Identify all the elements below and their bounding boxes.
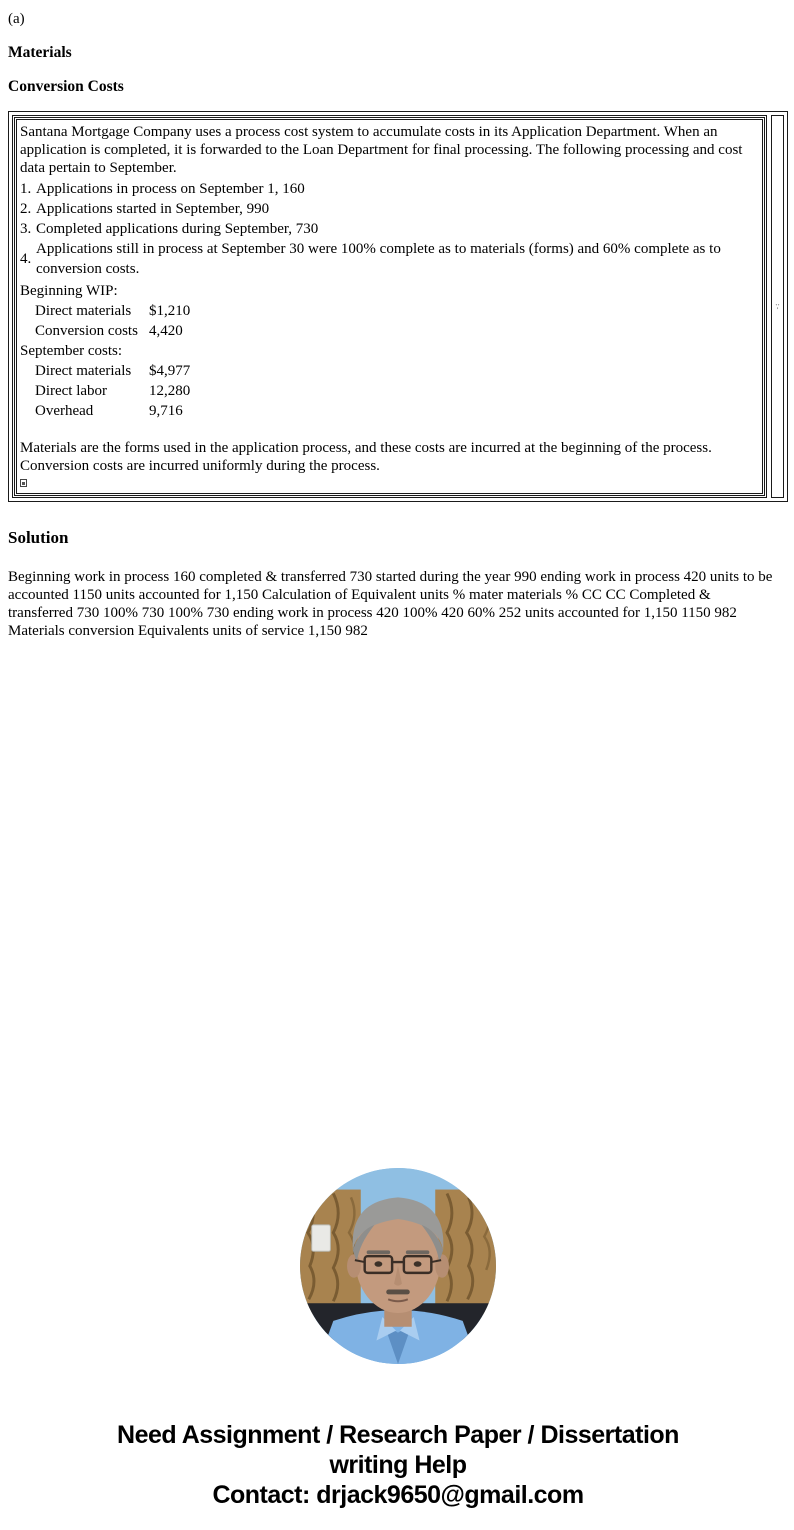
list-item-number: 3.: [20, 221, 32, 237]
row-label: Direct materials: [35, 363, 132, 379]
row-label: Conversion costs: [35, 323, 138, 339]
cost-table: [20, 281, 757, 421]
list-item: [20, 239, 757, 279]
contact-banner: [8, 1420, 788, 1510]
list-item: [20, 219, 757, 239]
placeholder-dot: [22, 482, 25, 485]
table-row: [20, 381, 757, 401]
banner-line-3: Contact: drjack9650@gmail.com: [212, 1481, 584, 1509]
portrait-photo-icon: [300, 1168, 496, 1364]
materials-note: Materials are the forms used in the application process, and these costs are incurred at the beginning of the process. Conversion costs are incurred uniformly during the process.: [20, 440, 712, 474]
solution-heading: Solution: [8, 528, 69, 547]
list-item: [20, 199, 757, 219]
list-item-text: Applications still in process at September 30 were 100% complete as to materials (forms) and 60% complete as to conversion costs.: [36, 241, 721, 277]
list-item-text: Completed applications during September, 730: [36, 221, 319, 237]
list-item: [20, 179, 757, 199]
banner-line-2: writing Help: [329, 1451, 467, 1479]
table-row: [20, 321, 757, 341]
problem-frame: [8, 111, 788, 502]
list-item-text: Applications started in September, 990: [36, 201, 270, 217]
list-item-number: 4.: [20, 251, 32, 267]
part-label: (a): [8, 11, 25, 27]
heading-conversion-costs: Conversion Costs: [8, 78, 124, 95]
portrait-illustration: [300, 1168, 496, 1364]
problem-content: [16, 119, 763, 494]
heading-materials: Materials: [8, 44, 72, 61]
row-value: $1,210: [149, 303, 191, 319]
list-item-text: Applications in process on September 1, 160: [36, 181, 305, 197]
beginning-wip-label: Beginning WIP:: [20, 283, 118, 299]
row-label: Direct materials: [35, 303, 132, 319]
broken-image-placeholder-icon: [20, 479, 27, 487]
row-value: $4,977: [149, 363, 191, 379]
solution-text: Beginning work in process 160 completed & transferred 730 started during the year 990 ending work in process 420 units to be accounted 1150 units accounted for 1,150 Calculation of Equivalent units % mater materials % CC CC Completed & transferred 730 100% 730 100% 730 ending work in process 420 100% 420 60% 252 units accounted for 1,150 1150 982 Materials conversion Equivalents units of service 1,150 982: [8, 569, 773, 639]
table-row: [20, 361, 757, 381]
whitespace-spacer: [8, 640, 788, 1168]
row-label: Overhead: [35, 403, 94, 419]
clipped-side-column: [771, 115, 784, 498]
row-value: 4,420: [149, 323, 183, 339]
clipped-side-text: ',': [775, 303, 780, 310]
row-label: Direct labor: [35, 383, 108, 399]
table-row: [20, 301, 757, 321]
row-value: 12,280: [149, 383, 191, 399]
problem-inner-frame: [12, 115, 767, 498]
table-row: [20, 401, 757, 421]
avatar-container: [8, 1168, 788, 1364]
problem-intro: Santana Mortgage Company uses a process cost system to accumulate costs in its Application Department. When an application is completed, it is forwarded to the Loan Department for final processing. The following processing and cost data pertain to September.: [20, 124, 743, 176]
september-costs-label: September costs:: [20, 343, 123, 359]
numbered-list: [20, 179, 757, 279]
banner-line-1: Need Assignment / Research Paper / Dissertation: [117, 1421, 679, 1449]
list-item-number: 1.: [20, 181, 32, 197]
row-value: 9,716: [149, 403, 183, 419]
list-item-number: 2.: [20, 201, 32, 217]
